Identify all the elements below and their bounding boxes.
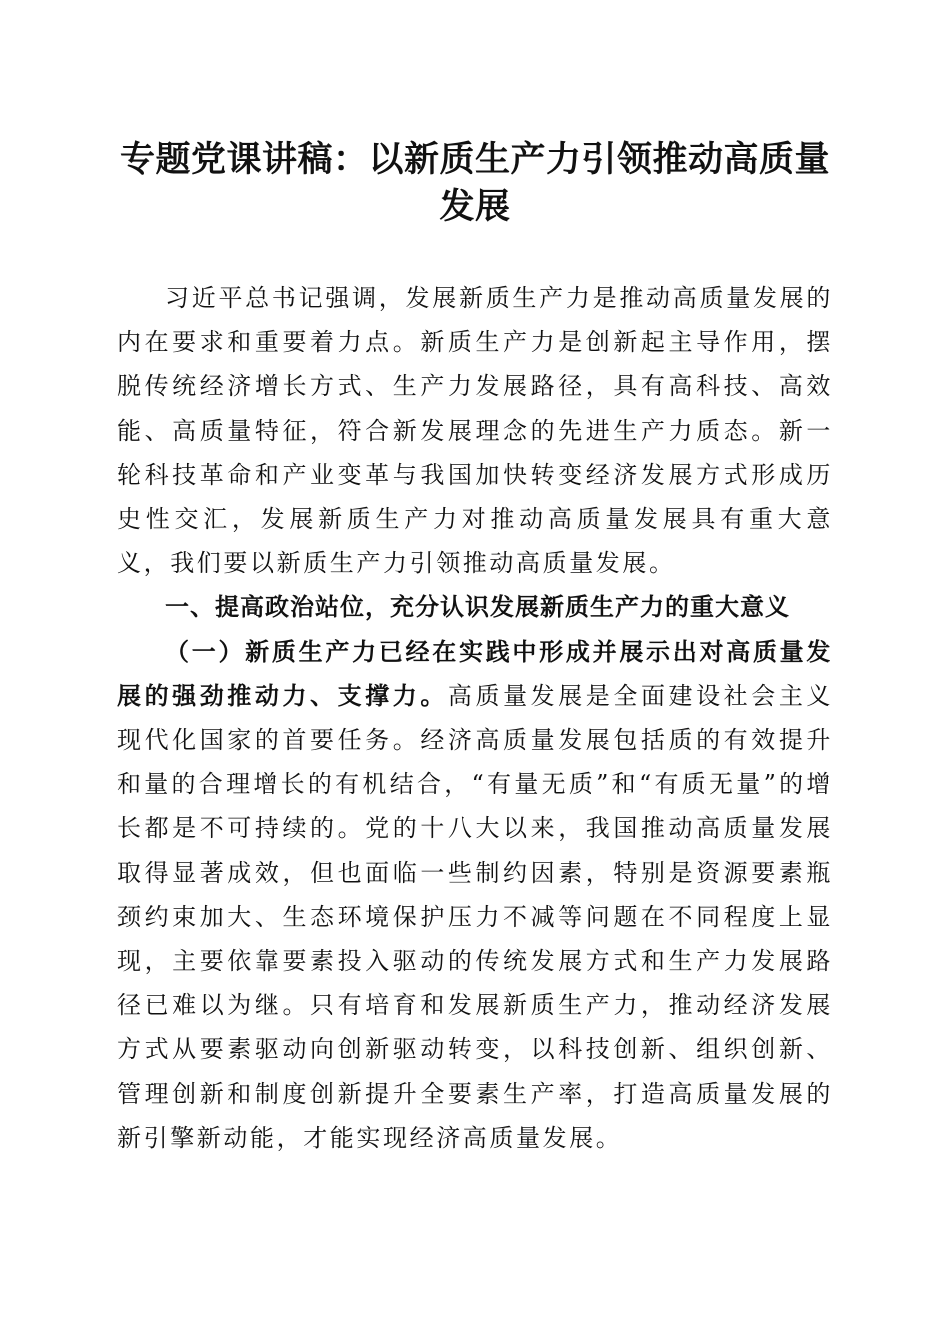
- title-line-1: 专题党课讲稿：以新质生产力引领推动高质量: [119, 139, 830, 180]
- document-body: [117, 276, 833, 1160]
- subsection-paragraph: [117, 630, 833, 1160]
- section-heading: 一、提高政治站位，充分认识发展新质生产力的重大意义: [165, 593, 790, 622]
- intro-paragraph: 习近平总书记强调，发展新质生产力是推动高质量发展的内在要求和重要着力点。新质生产力是创新起主导作用，摆脱传统经济增长方式、生产力发展路径，具有高科技、高效能、高质量特征，符合新发展理念的先进生产力质态。新一轮科技革命和产业变革与我国加快转变经济发展方式形成历史性交汇，发展新质生产力对推动高质量发展具有重大意义，我们要以新质生产力引领推动高质量发展。: [117, 284, 833, 578]
- page-title: [110, 136, 840, 230]
- title-line-2: 发展: [439, 186, 511, 227]
- subsection-body: 高质量发展是全面建设社会主义现代化国家的首要任务。经济高质量发展包括质的有效提升和量的合理增长的有机结合，“有量无质”和“有质无量”的增长都是不可持续的。党的十八大以来，我国推动高质量发展取得显著成效，但也面临一些制约因素，特别是资源要素瓶颈约束加大、生态环境保护压力不减等问题在不同程度上显现，主要依靠要素投入驱动的传统发展方式和生产力发展路径已难以为继。只有培育和发展新质生产力，推动经济发展方式从要素驱动向创新驱动转变，以科技创新、组织创新、管理创新和制度创新提升全要素生产率，打造高质量发展的新引擎新动能，才能实现经济高质量发展。: [117, 681, 834, 1152]
- subsection-lead: （一）新质生产力已经在实践中形成并展示出对高质量发展的强劲推动力、支撑力。: [117, 636, 833, 710]
